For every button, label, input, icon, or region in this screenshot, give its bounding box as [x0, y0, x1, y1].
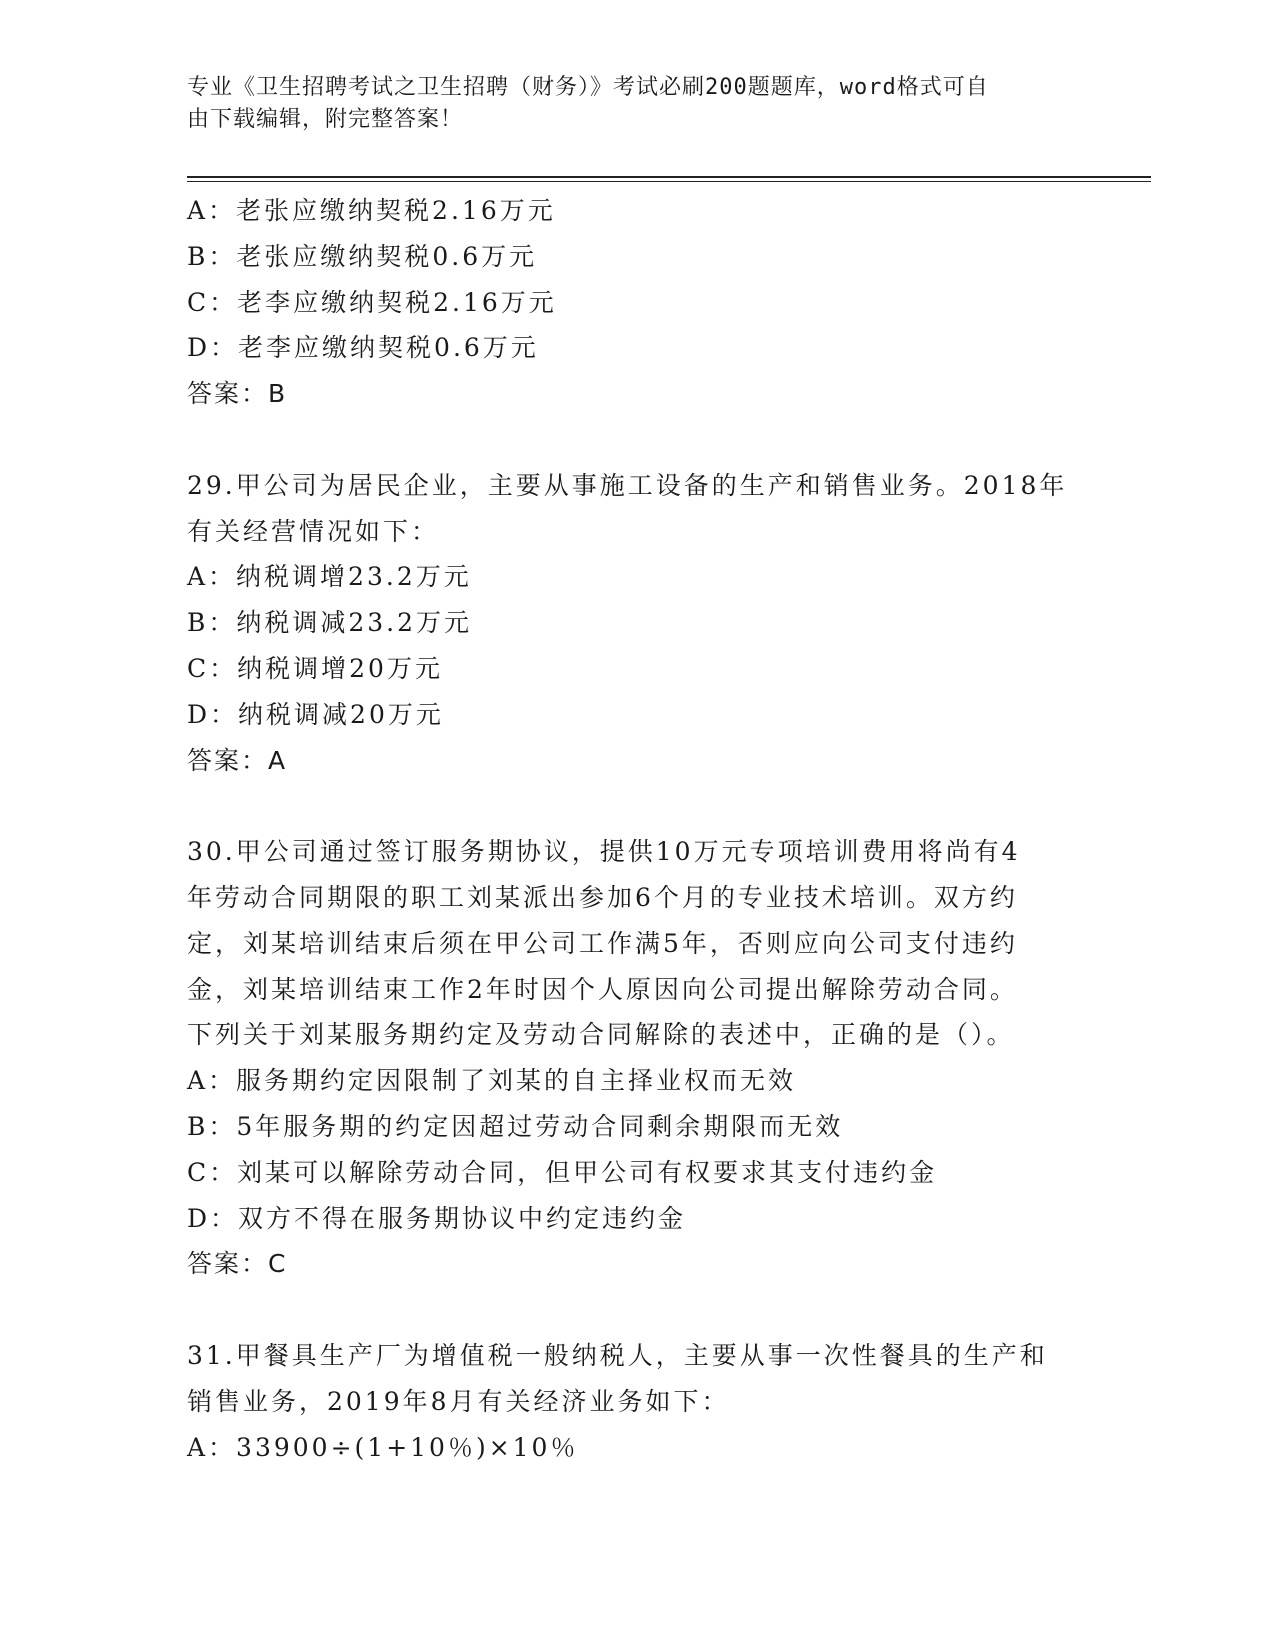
header-line-2: 由下载编辑，附完整答案！ [187, 107, 464, 132]
spacer [187, 417, 1077, 463]
question-stem-line: 29.甲公司为居民企业，主要从事施工设备的生产和销售业务。2018年 [187, 470, 1068, 500]
answer-line: 答案：C [187, 1249, 288, 1279]
document-header [187, 72, 1067, 136]
question-stem-line: 有关经营情况如下： [187, 516, 440, 546]
question-stem-line: 30.甲公司通过签订服务期协议，提供10万元专项培训费用将尚有4 [187, 837, 1021, 867]
spacer [187, 783, 1077, 829]
option-c: C：纳税调增20万元 [187, 653, 443, 683]
question-stem-line: 定，刘某培训结束后须在甲公司工作满5年，否则应向公司支付违约 [187, 928, 1018, 958]
option-a: A：老张应缴纳契税2.16万元 [187, 196, 556, 225]
option-d: D：纳税调减20万元 [187, 699, 444, 729]
question-stem-line: 销售业务，2019年8月有关经济业务如下： [187, 1386, 730, 1416]
option-d: D：老李应缴纳契税0.6万元 [187, 333, 539, 363]
question-stem-line: 下列关于刘某服务期约定及劳动合同解除的表述中，正确的是（）。 [187, 1020, 1015, 1050]
question-28 [187, 188, 1077, 417]
question-stem-line: 31.甲餐具生产厂为增值税一般纳税人，主要从事一次性餐具的生产和 [187, 1340, 1048, 1370]
question-31 [187, 1333, 1077, 1470]
header-line-1: 专业《卫生招聘考试之卫生招聘（财务）》考试必刷200题题库，word格式可自 [187, 75, 989, 100]
answer-line: 答案：B [187, 379, 288, 409]
question-stem-line: 年劳动合同期限的职工刘某派出参加6个月的专业技术培训。双方约 [187, 882, 1018, 912]
header-rule-thick [187, 176, 1151, 178]
header-rule-thin [187, 181, 1151, 182]
question-30 [187, 829, 1077, 1287]
option-a: A：33900÷(1+10％)×10％ [187, 1432, 579, 1462]
option-c: C：老李应缴纳契税2.16万元 [187, 287, 557, 317]
option-b: B：老张应缴纳契税0.6万元 [187, 241, 538, 271]
question-29 [187, 463, 1077, 784]
option-a: A：服务期约定因限制了刘某的自主择业权而无效 [187, 1066, 797, 1096]
question-stem-line: 金，刘某培训结束工作2年时因个人原因向公司提出解除劳动合同。 [187, 974, 1018, 1004]
option-b: B：5年服务期的约定因超过劳动合同剩余期限而无效 [187, 1111, 844, 1141]
option-d: D：双方不得在服务期协议中约定违约金 [187, 1203, 687, 1233]
answer-line: 答案：A [187, 745, 288, 775]
spacer [187, 1287, 1077, 1333]
option-a: A：纳税调增23.2万元 [187, 562, 472, 592]
option-b: B：纳税调减23.2万元 [187, 608, 473, 638]
option-c: C：刘某可以解除劳动合同，但甲公司有权要求其支付违约金 [187, 1157, 938, 1187]
question-list [187, 188, 1077, 1470]
